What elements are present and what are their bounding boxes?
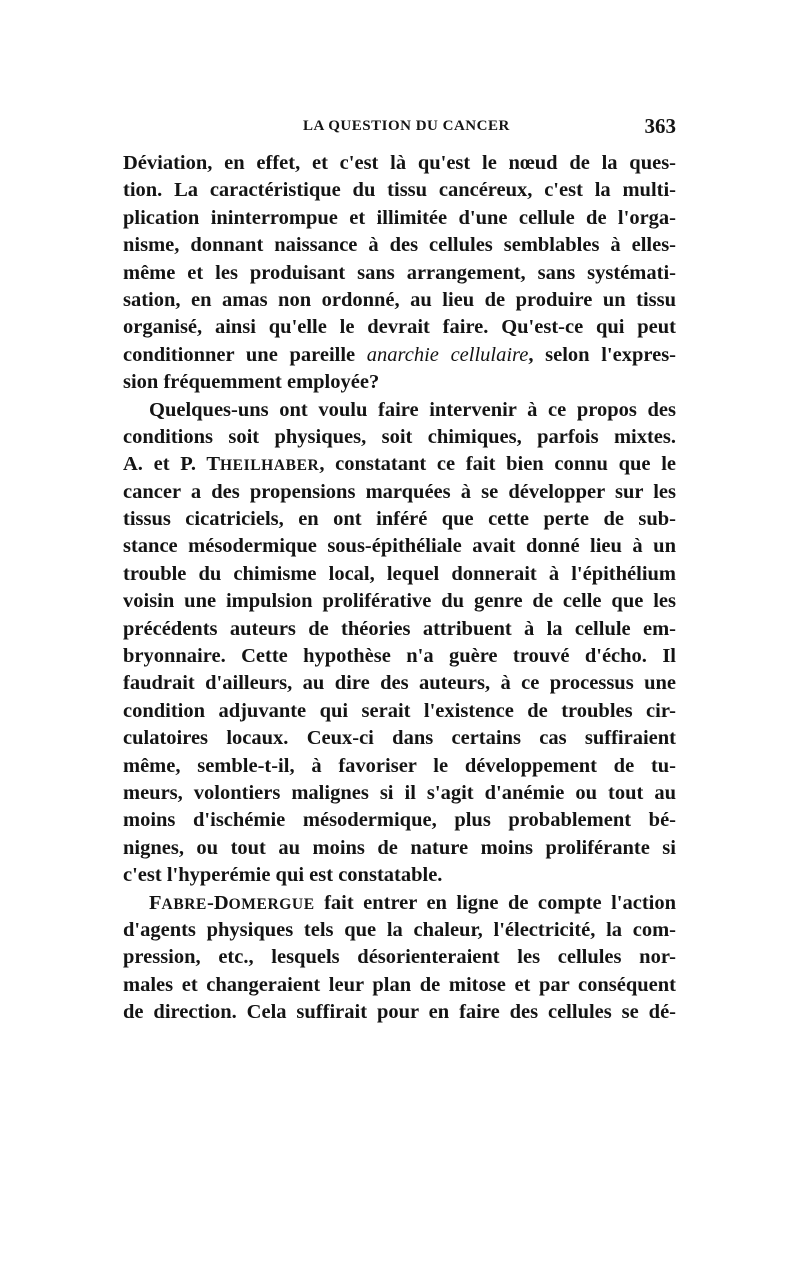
text-line: Quelques-uns ont voulu faire intervenir à ce propos des (149, 398, 676, 421)
text-segment: , selon l'expres- (528, 343, 676, 366)
text-line: condition adjuvante qui serait l'existence de troubles cir- (123, 699, 676, 722)
text-line: c'est l'hyperémie qui est constatable. (123, 864, 443, 887)
text-line: conditions soit physiques, soit chimiques, parfois mixtes. (123, 425, 676, 448)
text-line: d'agents physiques tels que la chaleur, l'électricité, la com- (123, 918, 676, 941)
text-segment: conditionner une pareille (123, 343, 367, 366)
text-line: sion fréquemment employée? (123, 371, 380, 394)
text-line (123, 890, 676, 917)
author-name-initial: T (206, 453, 221, 476)
text-line: bryonnaire. Cette hypothèse n'a guère trouvé d'écho. Il (123, 645, 676, 668)
text-line: males et changeraient leur plan de mitose et par conséquent (123, 973, 676, 996)
text-line: tion. La caractéristique du tissu cancéreux, c'est la multi- (123, 179, 676, 202)
text-line: voisin une impulsion proliférative du genre de celle que les (123, 590, 676, 613)
text-line: même et les produisant sans arrangement, sans systémati- (123, 261, 676, 284)
text-line: nignes, ou tout au moins de nature moins proliférante si (123, 836, 676, 859)
text-line: Déviation, en effet, et c'est là qu'est le nœud de la ques- (123, 152, 676, 174)
page-header (123, 114, 676, 142)
text-line (123, 342, 676, 369)
running-title: LA QUESTION DU CANCER (303, 118, 510, 134)
text-line (123, 451, 676, 478)
author-name-smallcaps: HEILHABER (220, 457, 320, 475)
text-line: cancer a des propensions marquées à se développer sur les (123, 480, 676, 503)
text-line: moins d'ischémie mésodermique, plus probablement bé- (123, 809, 676, 832)
text-segment: fait entrer en ligne de compte l'action (314, 891, 676, 914)
text-segment: , constatant ce fait bien connu que le (319, 453, 677, 476)
text-line: précédents auteurs de théories attribuent à la cellule em- (123, 617, 676, 640)
text-line: organisé, ainsi qu'elle le devrait faire. Qu'est-ce qui peut (123, 316, 676, 339)
page-number: 363 (644, 114, 676, 138)
body-text (123, 150, 676, 1027)
text-line: tissus cicatriciels, en ont inféré que cette perte de sub- (123, 508, 676, 531)
author-name-smallcaps: ABRE (161, 895, 207, 913)
author-name-initial: -D (207, 891, 229, 914)
text-line: même, semble-t-il, à favoriser le développement de tu- (123, 754, 676, 777)
text-line: nisme, donnant naissance à des cellules semblables à elles- (123, 234, 676, 257)
text-line: pression, etc., lesquels désorienteraient les cellules nor- (123, 946, 676, 969)
text-line: stance mésodermique sous-épithéliale avait donné lieu à un (123, 535, 676, 558)
text-line: faudrait d'ailleurs, au dire des auteurs, à ce processus une (123, 672, 676, 695)
text-line: culatoires locaux. Ceux-ci dans certains cas suffiraient (123, 727, 676, 750)
text-line: plication ininterrompue et illimitée d'une cellule de l'orga- (123, 206, 676, 229)
author-name-initial: F (149, 891, 162, 914)
text-line: meurs, volontiers malignes si il s'agit d'anémie ou tout au (123, 781, 676, 804)
text-segment: A. et P. (123, 453, 207, 476)
author-name-smallcaps: OMERGUE (228, 895, 315, 913)
italic-phrase: anarchie cellulaire (366, 343, 529, 366)
text-line: de direction. Cela suffirait pour en faire des cellules se dé- (123, 1001, 676, 1024)
text-line: sation, en amas non ordonné, au lieu de produire un tissu (123, 288, 676, 311)
text-line: trouble du chimisme local, lequel donnerait à l'épithélium (123, 562, 676, 585)
